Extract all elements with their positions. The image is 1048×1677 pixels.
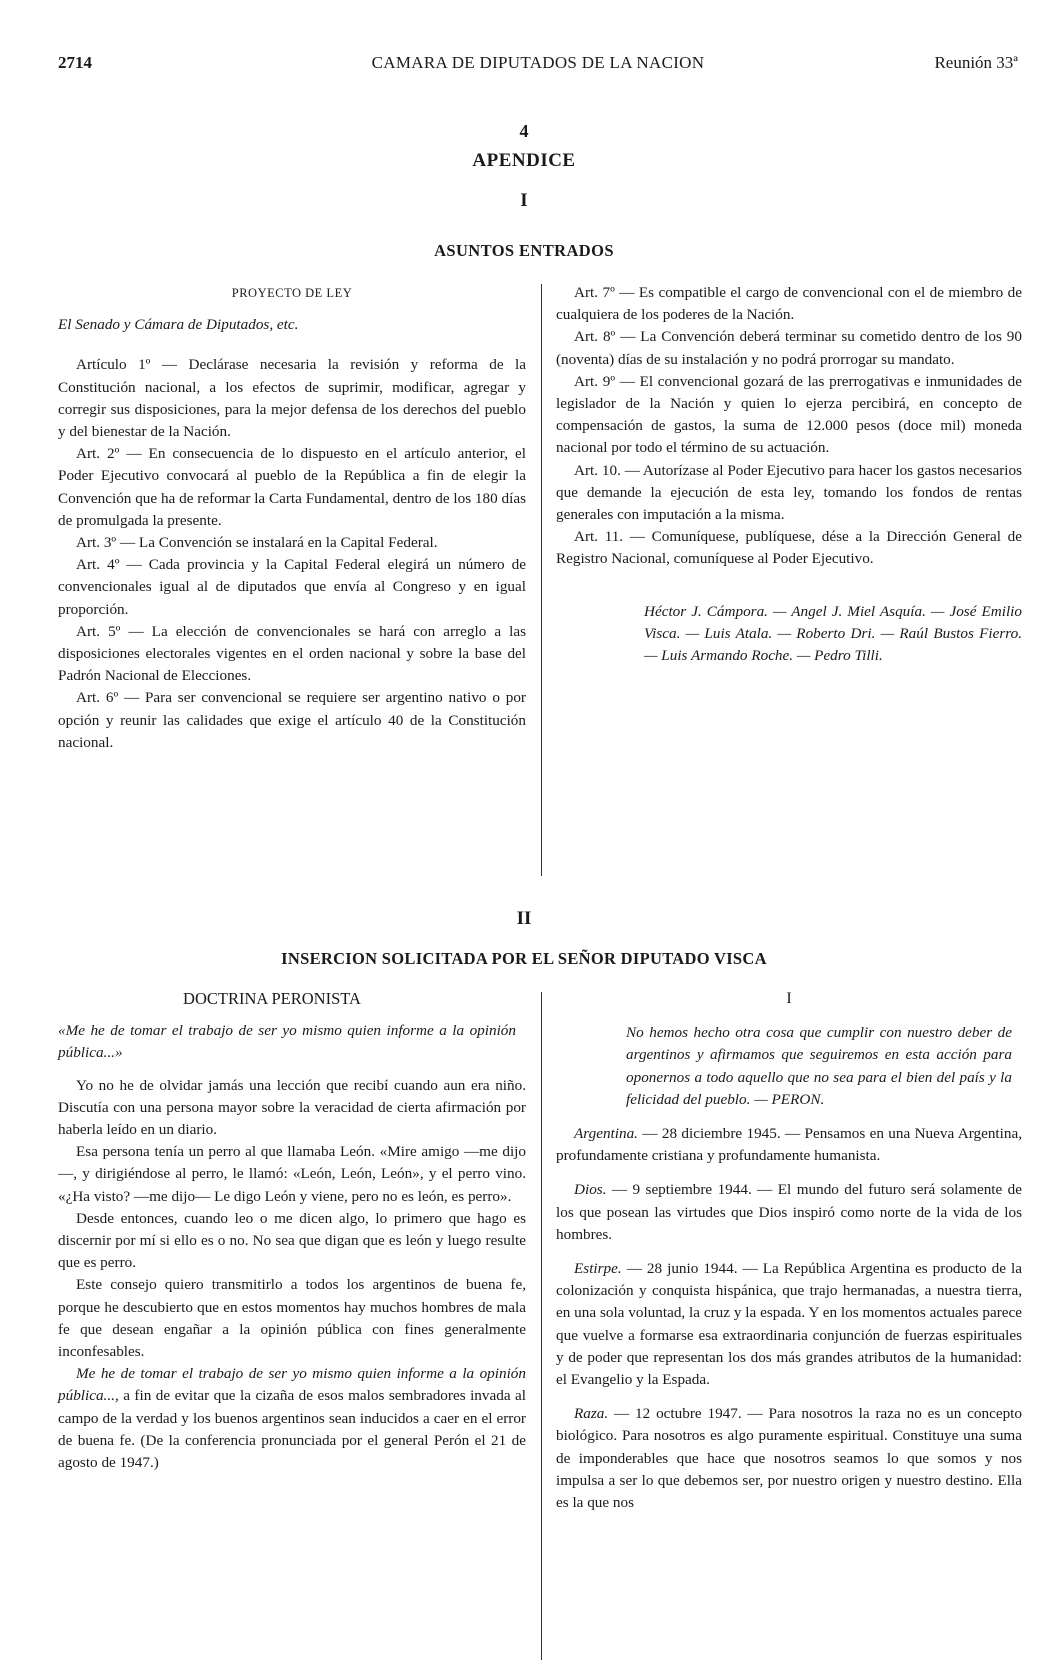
entry-text: — 12 octubre 1947. — Para nosotros la raza no es un concepto biológico. Para nosotros es algo puramente espiritual. Constituye una suma de imponderables que hace que nosotros seamos lo que somos y nos impulsa a ser lo que debemos ser, por nuestro origen y nuestro destino. Ella es la que nos (556, 1405, 1022, 1512)
article-11: Art. 11. — Comuníquese, publíquese, dése a la Dirección General de Registro Nacional, comuníquese al Poder Ejecutivo. (556, 528, 1022, 568)
page-number: 2714 (58, 53, 92, 72)
running-header (58, 52, 1018, 78)
doctrine-left-column (58, 988, 526, 1474)
doctrine-paragraph-2: Esa persona tenía un perro al que llamaba León. «Mire amigo —me dijo—, y dirigiéndose al perro, le llamó: «León, León, León», y el perro vino. «¿Ha visto? —me dijo— Le digo León y viene, pero no es león, es perro». (58, 1143, 526, 1205)
column-divider (541, 284, 542, 876)
entry-raza (556, 1403, 1022, 1514)
section-numeral-i: I (520, 190, 528, 211)
column-divider-2 (541, 992, 542, 1660)
bill-right-column (556, 282, 1022, 667)
doctrine-numeral: I (786, 990, 792, 1007)
article-8: Art. 8º — La Convención deberá terminar su cometido dentro de los 90 (noventa) días de su instalación y no podrá prorrogar su mandato. (556, 328, 1022, 368)
publication-title: CAMARA DE DIPUTADOS DE LA NACION (371, 53, 705, 72)
entry-term: Dios. (574, 1181, 607, 1199)
entry-argentina (556, 1123, 1022, 1167)
entry-term: Argentina. (574, 1125, 638, 1143)
entry-text: — 28 junio 1944. — La República Argentina es producto de la colonización y conquista hispánica, que trajo hermanadas, a nuestra tierra, en una sola voluntad, la cruz y la espada. Y en los momentos actuales parece que vuelve a formarse esa extraordinaria conjunción de fuerzas espirituales y de poder que representan los dos más grandes atributos de la humanidad: el Evangelio y la Espada. (556, 1260, 1022, 1389)
section-title-insercion: INSERCION SOLICITADA POR EL SEÑOR DIPUTADO VISCA (281, 949, 767, 968)
doctrine-closing (58, 1363, 526, 1474)
doctrine-paragraph-3: Desde entonces, cuando leo o me dicen algo, lo primero que hago es discernir por mí si ello es o no. No sea que digan que es león y luego resulte que es perro. (58, 1209, 526, 1272)
entry-term: Raza. (574, 1405, 609, 1423)
doctrine-paragraph-1: Yo no he de olvidar jamás una lección que recibí cuando aun era niño. Discutía con una persona mayor sobre la veracidad de cierta afirmación por haberla leído en un diario. (58, 1076, 526, 1139)
article-3: Art. 3º — La Convención se instalará en la Capital Federal. (76, 534, 438, 552)
article-2: Art. 2º — En consecuencia de lo dispuesto en el artículo anterior, el Poder Ejecutivo convocará al pueblo de la República a fin de elegir la Convención que ha de reformar la Carta Fundamental, dentro de los 180 días de promulgada la presente. (58, 445, 526, 529)
appendix-title: APENDICE (472, 150, 576, 171)
entry-estirpe (556, 1258, 1022, 1391)
article-5: Art. 5º — La elección de convencionales se hará con arreglo a las disposiciones electorales vigentes en el orden nacional y sobre la base del Padrón Nacional de Elecciones. (58, 622, 526, 685)
article-6: Art. 6º — Para ser convencional se requiere ser argentino nativo o por opción y reunir las calidades que exige el artículo 40 de la Constitución nacional. (58, 689, 526, 751)
doctrine-heading: DOCTRINA PERONISTA (183, 989, 361, 1008)
article-9: Art. 9º — El convencional gozará de las prerrogativas e inmunidades de legislador de la Nación y quien lo ejerza percibirá, en concepto de compensación de gastos, la suma de 12.000 pesos (doce mil) moneda nacional por todo el término de su actuación. (556, 372, 1022, 457)
entry-dios (556, 1179, 1022, 1246)
appendix-number: 4 (519, 121, 529, 141)
entry-text: — 9 septiembre 1944. — El mundo del futuro será solamente de los que posean las virtudes que Dios inspiró como norte de la vida de los hombres. (556, 1181, 1022, 1243)
section-numeral-ii: II (516, 908, 532, 929)
article-4: Art. 4º — Cada provincia y la Capital Federal elegirá un número de convencionales igual al de diputados que envía al Congreso y en igual proporción. (58, 556, 526, 618)
article-10: Art. 10. — Autorízase al Poder Ejecutivo para hacer los gastos necesarios que demande la ejecución de esta ley, tomando los fondos de rentas generales con imputación a la misma. (556, 461, 1022, 524)
doctrine-epigraph: «Me he de tomar el trabajo de ser yo mismo quien informe a la opinión pública...» (58, 1022, 516, 1062)
entry-term: Estirpe. (574, 1260, 622, 1278)
doctrine-right-column (556, 988, 1022, 1514)
signatories: Héctor J. Cámpora. — Angel J. Miel Asquía. — José Emilio Visca. — Luis Atala. — Roberto Dri. — Raúl Bustos Fierro. — Luis Armando Roche. — Pedro Tilli. (644, 602, 1022, 665)
closing-text: a fin de evitar que la cizaña de esos malos sembradores invada al campo de la verdad y los buenos argentinos sean inducidos a caer en el error de buena fe. (De la conferencia pronunciada por el general Perón el 21 de agosto de 1947.) (58, 1387, 526, 1472)
peron-quote: No hemos hecho otra cosa que cumplir con nuestro deber de argentinos y afirmamos que seguiremos en esta acción para oponernos a todo aquello que no sea para el bien del país y la felicidad del pueblo. — PERON. (626, 1024, 1012, 1108)
entry-text: — 28 diciembre 1945. — Pensamos en una Nueva Argentina, profundamente cristiana y profundamente humanista. (556, 1125, 1022, 1165)
bill-label: PROYECTO DE LEY (231, 286, 353, 300)
section-title-asuntos-entrados: ASUNTOS ENTRADOS (434, 241, 614, 260)
doctrine-paragraph-4: Este consejo quiero transmitirlo a todos los argentinos de buena fe, porque he descubierto que en estos momentos hay muchos hombres de mala fe que desean engañar a la opinión pública con fines generalmente inconfesables. (58, 1276, 526, 1361)
session-label: Reunión 33ª (934, 53, 1018, 72)
article-1: Artículo 1º — Declárase necesaria la revisión y reforma de la Constitución nacional, a los efectos de suprimir, modificar, agregar y corregir sus disposiciones, para la mejor defensa de los derechos del pueblo y del bienestar de la Nación. (58, 356, 526, 441)
bill-salutation: El Senado y Cámara de Diputados, etc. (58, 316, 299, 334)
bill-left-column (58, 282, 526, 754)
article-7: Art. 7º — Es compatible el cargo de convencional con el de miembro de cualquiera de los poderes de la Nación. (556, 284, 1022, 324)
closing-italic: Me he de tomar el trabajo de ser yo mismo quien informe a la opinión pública..., (58, 1365, 526, 1405)
